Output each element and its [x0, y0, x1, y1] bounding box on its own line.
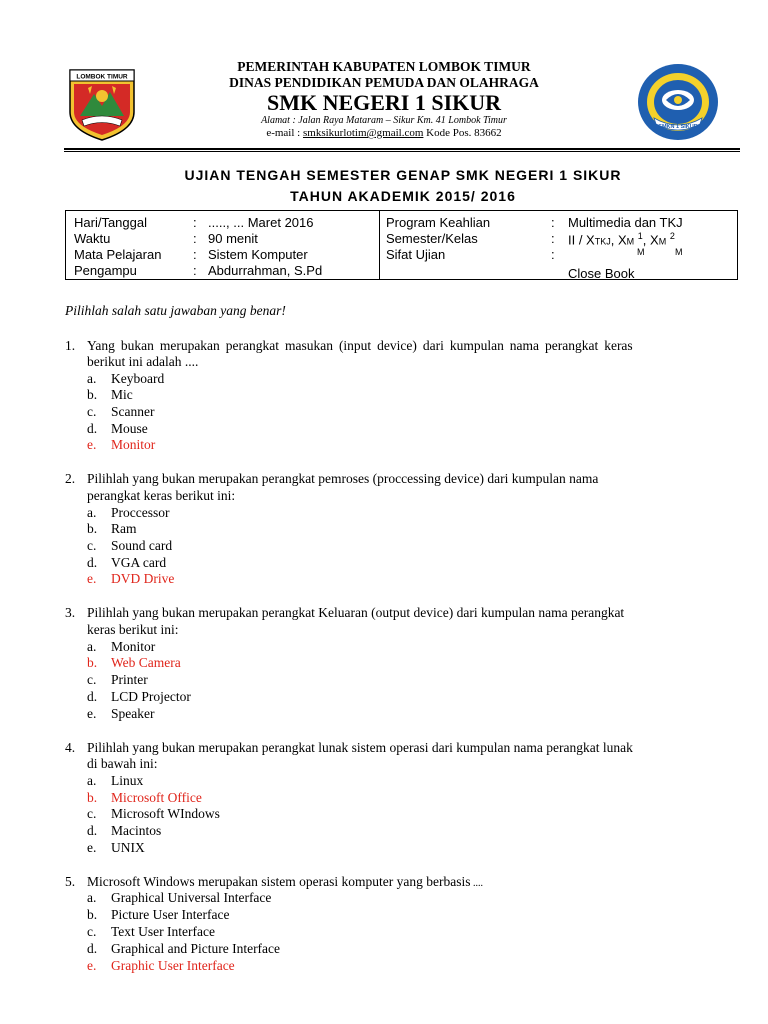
academic-year: TAHUN AKADEMIK 2015/ 2016: [290, 188, 516, 204]
info-label-program: Program Keahlian: [386, 215, 491, 230]
class-sup-1: 1: [637, 231, 643, 241]
option-letter: d.: [87, 941, 98, 956]
info-sep: :: [193, 263, 197, 278]
class-sep-1: , X: [610, 232, 627, 248]
class-sub-m-2: M: [675, 247, 683, 257]
option-letter: e.: [87, 706, 97, 721]
postal-code: Kode Pos. 83662: [423, 127, 502, 139]
option-letter: b.: [87, 387, 98, 402]
answer-option-letter: b.: [87, 655, 98, 670]
question-text: perangkat keras berikut ini:: [87, 488, 236, 503]
class-sup-2: 2: [669, 231, 675, 241]
class-m-1: M: [626, 236, 635, 247]
question-text: di bawah ini:: [87, 756, 158, 771]
info-label-teacher: Pengampu: [74, 263, 137, 278]
answer-option-letter: e.: [87, 437, 97, 452]
option-text: Linux: [111, 773, 144, 788]
question-text: keras berikut ini:: [87, 622, 179, 637]
question-text: berikut ini adalah ....: [87, 354, 199, 369]
info-value-class: [568, 231, 675, 247]
option-letter: a.: [87, 639, 97, 654]
info-label-time: Waktu: [74, 231, 111, 246]
option-letter: d.: [87, 555, 98, 570]
option-letter: c.: [87, 404, 97, 419]
right-logo-text: SMKN 1 SIKUR: [658, 124, 698, 130]
option-text: Graphical Universal Interface: [111, 890, 272, 905]
info-value-subject: Sistem Komputer: [208, 247, 308, 262]
option-letter: c.: [87, 806, 97, 821]
contact-line: [0, 127, 768, 139]
option-text: Keyboard: [111, 371, 165, 386]
answer-option-letter: b.: [87, 790, 98, 805]
option-text: UNIX: [111, 840, 145, 855]
answer-option-text: Graphic User Interface: [111, 958, 235, 973]
info-value-time: 90 menit: [208, 231, 258, 246]
info-label-mode: Sifat Ujian: [386, 247, 446, 262]
option-letter: d.: [87, 689, 98, 704]
question-dots: ....: [470, 878, 484, 889]
question-text: Pilihlah yang bukan merupakan perangkat Keluaran (output device) dari kumpulan nama perangkat: [87, 605, 625, 620]
option-letter: a.: [87, 890, 97, 905]
instruction: Pilihlah salah satu jawaban yang benar!: [65, 303, 286, 318]
answer-option-letter: e.: [87, 958, 97, 973]
answer-option-text: Monitor: [111, 437, 156, 452]
option-text: Picture User Interface: [111, 907, 230, 922]
exam-title: UJIAN TENGAH SEMESTER GENAP SMK NEGERI 1 SIKUR: [184, 167, 622, 183]
info-sep: :: [551, 215, 555, 230]
option-letter: b.: [87, 521, 98, 536]
info-sep: :: [193, 231, 197, 246]
info-value-mode: Close Book: [568, 266, 635, 281]
option-text: Text User Interface: [111, 924, 215, 939]
option-text: Macintos: [111, 823, 162, 838]
question-text: [87, 874, 483, 890]
info-value-program: Multimedia dan TKJ: [568, 215, 683, 230]
info-sep: :: [551, 247, 555, 262]
class-tkj: TKJ: [594, 236, 611, 247]
question-text: Pilihlah yang bukan merupakan perangkat pemroses (proccessing device) dari kumpulan nama: [87, 471, 599, 486]
info-sep: :: [193, 215, 197, 230]
option-letter: a.: [87, 371, 97, 386]
answer-option-text: Microsoft Office: [111, 790, 202, 805]
option-letter: c.: [87, 538, 97, 553]
option-letter: a.: [87, 773, 97, 788]
class-sub-m-1: M: [637, 247, 645, 257]
question-number: 2.: [65, 471, 76, 486]
option-text: Speaker: [111, 706, 155, 721]
option-text: Ram: [111, 521, 137, 536]
school-address: Alamat : Jalan Raya Mataram – Sikur Km. 41 Lombok Timur: [261, 115, 507, 126]
option-text: LCD Projector: [111, 689, 191, 704]
question-number: 3.: [65, 605, 76, 620]
question-number: 5.: [65, 874, 76, 889]
question-line: Microsoft Windows merupakan sistem operasi komputer yang berbasis: [87, 874, 471, 889]
info-value-teacher: Abdurrahman, S.Pd: [208, 263, 323, 278]
answer-option-letter: e.: [87, 571, 97, 586]
answer-option-text: DVD Drive: [111, 571, 175, 586]
question-text: Yang bukan merupakan perangkat masukan (input device) dari kumpulan nama perangkat keras: [87, 338, 633, 353]
info-sep: :: [551, 231, 555, 246]
school-name: SMK NEGERI 1 SIKUR: [266, 90, 502, 115]
option-letter: d.: [87, 421, 98, 436]
email-address: smksikurlotim@gmail.com: [302, 127, 424, 139]
option-letter: e.: [87, 840, 97, 855]
option-text: Mic: [111, 387, 133, 402]
option-letter: a.: [87, 505, 97, 520]
option-text: Scanner: [111, 404, 155, 419]
option-text: Graphical and Picture Interface: [111, 941, 281, 956]
exam-info-table: [65, 210, 738, 280]
option-text: Printer: [111, 672, 148, 687]
info-label-date: Hari/Tanggal: [74, 215, 147, 230]
letterhead-rule-thin: [64, 151, 740, 152]
info-label-subject: Mata Pelajaran: [74, 247, 162, 262]
info-label-class: Semester/Kelas: [386, 231, 478, 246]
option-letter: c.: [87, 924, 97, 939]
option-text: Monitor: [111, 639, 156, 654]
info-sep: :: [193, 247, 197, 262]
left-logo-text: LOMBOK TIMUR: [76, 73, 128, 81]
government-heading: PEMERINTAH KABUPATEN LOMBOK TIMUR: [237, 59, 531, 74]
class-m-2: M: [658, 236, 667, 247]
letterhead-rule-thick: [64, 148, 740, 150]
question-text: Pilihlah yang bukan merupakan perangkat lunak sistem operasi dari kumpulan nama perangkat lunak: [87, 740, 633, 755]
info-value-date: ....., ... Maret 2016: [208, 215, 314, 230]
class-sep-2: , X: [642, 232, 659, 248]
email-label: e-mail :: [266, 127, 303, 139]
question-number: 4.: [65, 740, 76, 755]
option-letter: b.: [87, 907, 98, 922]
option-text: Microsoft WIndows: [111, 806, 220, 821]
class-prefix: II / X: [568, 232, 595, 248]
option-text: Mouse: [111, 421, 148, 436]
question-number: 1.: [65, 338, 76, 353]
option-text: Sound card: [111, 538, 173, 553]
option-text: VGA card: [111, 555, 167, 570]
option-letter: d.: [87, 823, 98, 838]
option-letter: c.: [87, 672, 97, 687]
department-heading: DINAS PENDIDIKAN PEMUDA DAN OLAHRAGA: [229, 75, 539, 90]
option-text: Proccessor: [111, 505, 170, 520]
info-table-divider: [379, 211, 380, 279]
answer-option-text: Web Camera: [111, 655, 181, 670]
